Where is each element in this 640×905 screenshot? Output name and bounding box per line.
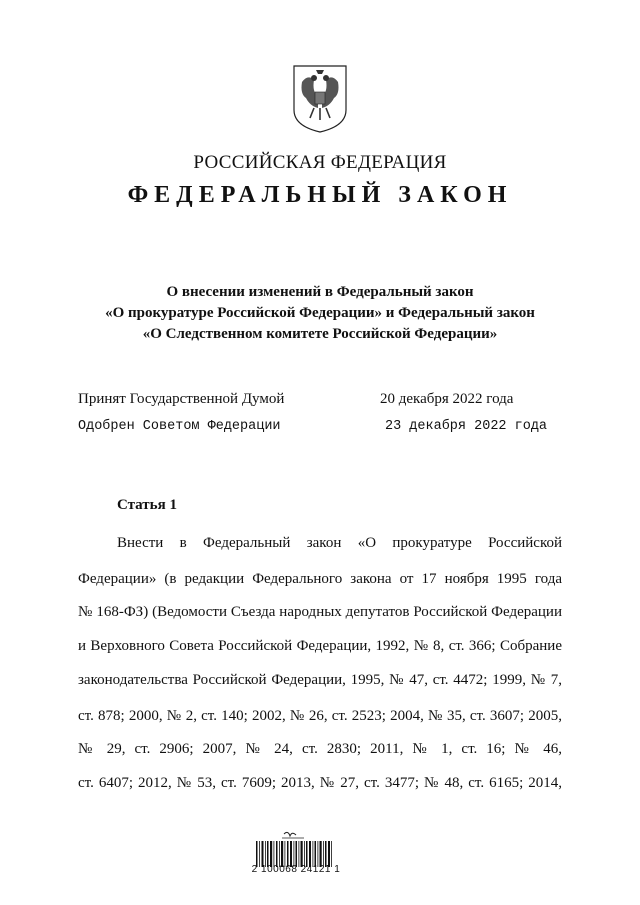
duma-adoption-label: Принят Государственной Думой — [78, 391, 285, 407]
document-type-heading: ФЕДЕРАЛЬНЫЙ ЗАКОН — [127, 182, 513, 208]
council-approval-label: Одобрен Советом Федерации — [78, 419, 281, 434]
article-text-line: № 168-ФЗ) (Ведомости Съезда народных депутатов Российской Федерации — [78, 604, 562, 620]
article-text-line: ст. 6407; 2012, № 53, ст. 7609; 2013, № 27, ст. 3477; № 48, ст. 6165; 2014, — [78, 775, 562, 791]
article-text-line: № 29, ст. 2906; 2007, № 24, ст. 2830; 2011, № 1, ст. 16; № 46, — [78, 741, 562, 757]
article-text-line: Внести в Федеральный закон «О прокуратуре Российской — [117, 535, 562, 551]
article-heading: Статья 1 — [117, 497, 177, 513]
duma-adoption-date: 20 декабря 2022 года — [380, 391, 514, 407]
law-title-line: О внесении изменений в Федеральный закон — [166, 284, 474, 300]
law-title-line: «О Следственном комитете Российской Федерации» — [142, 326, 498, 342]
barcode-number: 2 100068 24121 1 — [251, 864, 341, 875]
article-text-line: законодательства Российской Федерации, 1995, № 47, ст. 4472; 1999, № 7, — [78, 672, 562, 688]
law-title — [0, 282, 640, 345]
article-text-line: ст. 878; 2000, № 2, ст. 140; 2002, № 26, ст. 2523; 2004, № 35, ст. 3607; 2005, — [78, 708, 562, 724]
council-approval-date: 23 декабря 2022 года — [385, 419, 548, 434]
law-title-line: «О прокуратуре Российской Федерации» и Федеральный закон — [105, 305, 535, 321]
article-text-line: и Верховного Совета Российской Федерации, 1992, № 8, ст. 366; Собрание — [78, 638, 562, 654]
article-text-line: Федерации» (в редакции Федерального закона от 17 ноября 1995 года — [78, 571, 562, 587]
coat-of-arms-emblem — [288, 62, 352, 134]
country-heading: РОССИЙСКАЯ ФЕДЕРАЦИЯ — [193, 152, 447, 173]
